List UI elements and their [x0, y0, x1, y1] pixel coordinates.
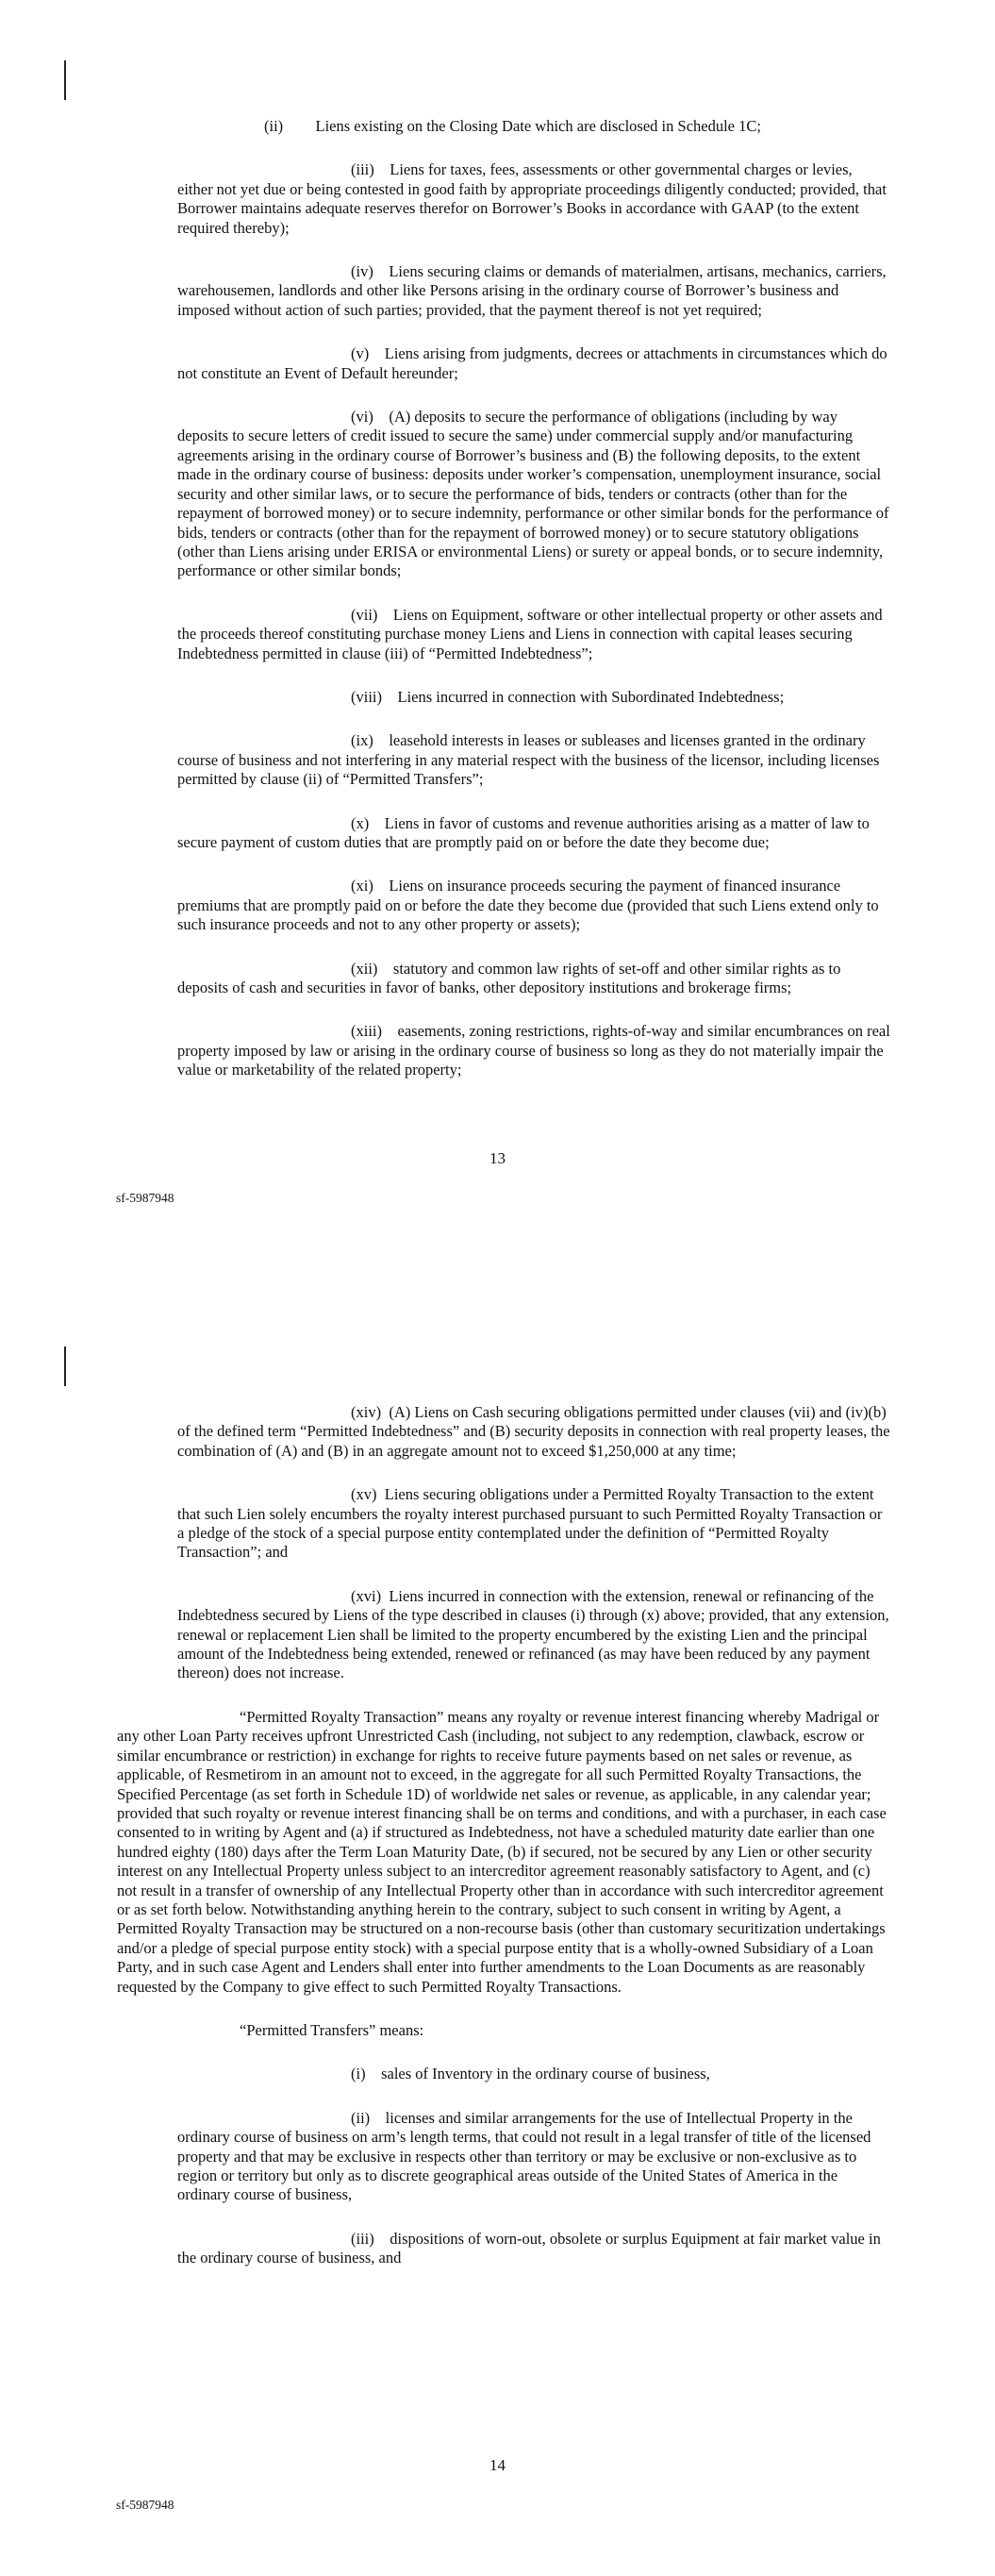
- list-item: [0, 814, 995, 853]
- item-text: statutory and common law rights of set-off and other similar rights as to deposits of cash and securities in favor of banks, other depository institutions and brokerage firms;: [177, 959, 841, 996]
- document-id: sf-5987948: [116, 1191, 174, 1205]
- list-item: [0, 731, 995, 789]
- item-text: Liens securing claims or demands of materialmen, artisans, mechanics, carriers, warehousemen, landlords and other like Persons arising in the ordinary course of Borrower’s business and imposed without action of such parties; provided, that the payment thereof is not yet required;: [177, 262, 887, 319]
- revision-bar: [64, 1347, 66, 1386]
- revision-bar: [64, 60, 66, 100]
- permitted-transfers-heading: “Permitted Transfers” means:: [240, 2020, 424, 2039]
- item-label: (xiii): [351, 1022, 382, 1041]
- item-text: Liens for taxes, fees, assessments or other governmental charges or levies, either not yet due or being contested in good faith by appropriate proceedings diligently conducted; provided, that Borrower maintains adequate reserves therefor on Borrower’s Books in accordance with GAAP (to the extent required thereby);: [177, 160, 887, 237]
- page-14-content: [0, 1403, 995, 2293]
- item-text: sales of Inventory in the ordinary course of business,: [381, 2065, 710, 2083]
- list-item: [0, 1485, 995, 1563]
- item-label: (i): [351, 2065, 366, 2083]
- list-item: [0, 117, 995, 136]
- item-label: (ii): [351, 2108, 371, 2127]
- item-label: (v): [351, 344, 370, 363]
- item-text: leasehold interests in leases or subleases and licenses granted in the ordinary course of business and not interfering in any material respect with the business of the licensor, including licenses permitted by clause (ii) of “Permitted Transfers”;: [177, 731, 880, 789]
- item-text: Liens on Equipment, software or other intellectual property or other assets and the proceeds thereof constituting purchase money Liens and Liens in connection with capital leases securing Indebtedness permitted in clause (iii) of “Permitted Indebtedness”;: [177, 605, 883, 662]
- list-item: [0, 1587, 995, 1683]
- list-item: [0, 160, 995, 238]
- document-id: sf-5987948: [116, 2498, 174, 2512]
- definition-text: “Permitted Royalty Transaction” means any royalty or revenue interest financing whereby Madrigal or any other Loan Party receives upfront Unrestricted Cash (including, not subject to any redemption, clawback, escrow or similar encumbrance or restriction) in exchange for rights to receive future payments based on net sales or revenue, as applicable, of Resmetirom in an amount not to exceed, in the aggregate for all such Permitted Royalty Transactions, the Specified Percentage (as set forth in Schedule 1D) of worldwide net sales or revenue, as applicable, in any calendar year; provided that such royalty or revenue interest financing shall be on terms and conditions, and with a purchaser, in each case consented to in writing by Agent and (a) if structured as Indebtedness, not have a scheduled maturity date earlier than one hundred eighty (180) days after the Term Loan Maturity Date, (b) if secured, not be secured by any Lien or other security interest on any Intellectual Property unless subject to an intercreditor agreement reasonably satisfactory to Agent, and (c) not result in a transfer of ownership of any Intellectual Property other than in accordance with such intercreditor agreement or as set forth below. Notwithstanding anything herein to the contrary, subject to such consent in writing by Agent, a Permitted Royalty Transaction may be structured on a non-recourse basis (other than customary securitization undertakings and/or a pledge of special purpose entity stock) with a special purpose entity that is a wholly-owned Subsidiary of a Loan Party, and in such case Agent and Lenders shall enter into further amendments to the Loan Documents as are reasonably requested by the Company to give effect to such Permitted Royalty Transactions.: [117, 1707, 887, 1996]
- list-item: [0, 606, 995, 663]
- item-text: (A) Liens on Cash securing obligations permitted under clauses (vii) and (iv)(b) of the defined term “Permitted Indebtedness” and (B) security deposits in connection with real property leases, the combination of (A) and (B) in an aggregate amount not to exceed $1,250,000 at any time;: [177, 1403, 890, 1460]
- item-text: Liens arising from judgments, decrees or attachments in circumstances which do not constitute an Event of Default hereunder;: [177, 344, 887, 382]
- list-item: [0, 344, 995, 383]
- item-label: (iii): [351, 160, 374, 179]
- item-label: (ii): [264, 117, 284, 135]
- list-item: [0, 960, 995, 998]
- item-label: (viii): [351, 687, 382, 706]
- item-text: (A) deposits to secure the performance of obligations (including by way deposits to secure letters of credit issued to secure the same) under commercial supply and/or manufacturing agreements arising in the ordinary course of Borrower’s business and (B) the following deposits, to the extent made in the ordinary course of business: deposits under worker’s compensation, unemployment insurance, social security and other similar laws, or to secure the performance of bids, tenders or contracts (other than for the repayment of borrowed money) or to secure indemnity, performance or other similar bonds for the performance of bids, tenders or contracts (other than for the repayment of borrowed money) or to secure statutory obligations (other than Liens arising under ERISA or environmental Liens) or surety or appeal bonds, or to secure indemnity, performance or other similar bonds;: [177, 408, 889, 580]
- item-text: Liens in favor of customs and revenue authorities arising as a matter of law to secure payment of custom duties that are promptly paid on or before the date they become due;: [177, 813, 870, 851]
- page-number: 14: [489, 2456, 506, 2474]
- item-text: Liens incurred in connection with Subordinated Indebtedness;: [397, 687, 785, 706]
- list-item: [0, 877, 995, 934]
- list-item: [0, 2109, 995, 2205]
- item-text: Liens securing obligations under a Permitted Royalty Transaction to the extent that such Lien solely encumbers the royalty interest purchased pursuant to such Permitted Royalty Transaction or a pledge of the stock of a special purpose entity contemplated under the definition of “Permitted Royalty Transaction”; and: [177, 1485, 883, 1562]
- item-label: (vii): [351, 605, 378, 624]
- permitted-royalty-transaction-definition: [0, 1708, 995, 1997]
- item-label: (iv): [351, 262, 373, 281]
- list-item: [0, 2065, 995, 2083]
- item-text: Liens existing on the Closing Date which are disclosed in Schedule 1C;: [315, 117, 761, 135]
- liens-list-page-13: [0, 117, 995, 1105]
- page-number: 13: [489, 1149, 506, 1167]
- item-label: (x): [351, 813, 370, 832]
- list-item: [0, 688, 995, 707]
- list-item: [0, 2230, 995, 2268]
- item-label: (iii): [351, 2229, 374, 2248]
- item-text: dispositions of worn-out, obsolete or surplus Equipment at fair market value in the ordinary course of business, and: [177, 2229, 881, 2267]
- list-item: [0, 1022, 995, 1079]
- item-text: easements, zoning restrictions, rights-of-way and similar encumbrances on real property imposed by law or arising in the ordinary course of business so long as they do not materially impair the value or marketability of the related property;: [177, 1022, 890, 1079]
- item-label: (xiv): [351, 1403, 382, 1421]
- page-14: [0, 1288, 995, 2576]
- item-label: (xv): [351, 1485, 377, 1504]
- item-label: (xii): [351, 959, 378, 978]
- item-label: (vi): [351, 408, 373, 427]
- item-label: (ix): [351, 731, 373, 750]
- list-item: [0, 408, 995, 581]
- list-item: [0, 1403, 995, 1461]
- item-text: Liens on insurance proceeds securing the payment of financed insurance premiums that are promptly paid on or before the date they become due (provided that such Liens extend only to such insurance proceeds and not to any other property or assets);: [177, 877, 879, 934]
- item-text: licenses and similar arrangements for the use of Intellectual Property in the ordinary course of business on arm’s length terms, that could not result in a legal transfer of title of the licensed property and that may be exclusive in respects other than territory or may be exclusive or non-exclusive as to region or territory but only as to discrete geographical areas outside of the United States of America in the ordinary course of business,: [177, 2108, 871, 2204]
- item-label: (xvi): [351, 1586, 382, 1605]
- list-item: [0, 262, 995, 320]
- item-text: Liens incurred in connection with the extension, renewal or refinancing of the Indebtedness secured by Liens of the type described in clauses (i) through (x) above; provided, that any extension, renewal or replacement Lien shall be limited to the property encumbered by the existing Lien and the principal amount of the Indebtedness being extended, renewed or refinanced (as may have been reduced by any payment thereon) does not increase.: [177, 1586, 889, 1682]
- item-label: (xi): [351, 877, 373, 895]
